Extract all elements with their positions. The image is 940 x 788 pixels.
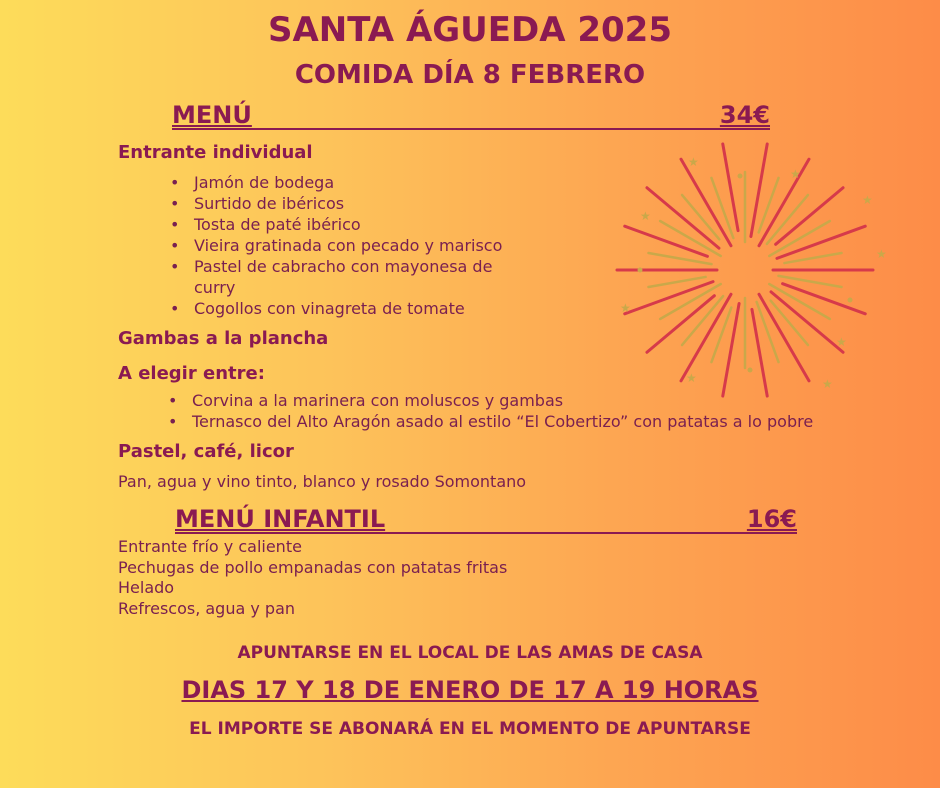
dessert-line: Pastel, café, licor [118, 441, 294, 462]
kids-menu-heading [175, 506, 797, 534]
svg-text:★: ★ [686, 371, 697, 385]
starter-heading: Entrante individual [118, 142, 313, 163]
menu-price: 34€ [719, 101, 770, 129]
svg-text:★: ★ [876, 247, 887, 261]
signup-dates: DIAS 17 Y 18 DE ENERO DE 17 A 19 HORAS [181, 676, 759, 704]
list-item: • Ternasco del Alto Aragón asado al estilo “El Cobertizo” con patatas a lo pobre [166, 411, 846, 432]
svg-text:★: ★ [862, 193, 873, 207]
svg-text:★: ★ [836, 335, 847, 349]
menu-label: MENÚ [172, 101, 252, 129]
svg-text:★: ★ [688, 155, 699, 169]
list-item: Pechugas de pollo empanadas con patatas fritas [118, 557, 508, 577]
list-item: • Cogollos con vinagreta de tomate [168, 298, 508, 319]
list-item: • Pastel de cabracho con mayonesa de curry [168, 256, 508, 298]
list-item: • Corvina a la marinera con moluscos y gambas [166, 390, 846, 411]
course-gambas: Gambas a la plancha [118, 328, 329, 349]
starter-list [168, 172, 508, 319]
kids-menu-price: 16€ [746, 505, 797, 533]
svg-text:★: ★ [790, 167, 801, 181]
list-item: • Tosta de paté ibérico [168, 214, 508, 235]
includes-line: Pan, agua y vino tinto, blanco y rosado Somontano [118, 472, 527, 491]
svg-text:★: ★ [822, 377, 833, 391]
page-subtitle: COMIDA DÍA 8 FEBRERO [294, 60, 646, 90]
list-item: Helado [118, 578, 175, 597]
menu-heading [172, 102, 770, 130]
svg-text:★: ★ [640, 209, 651, 223]
svg-text:★: ★ [620, 301, 631, 315]
list-item: Entrante frío y caliente [118, 537, 302, 556]
firework-icon [600, 140, 890, 400]
list-item: • Jamón de bodega [168, 172, 508, 193]
kids-menu-list [118, 537, 507, 619]
signup-location: APUNTARSE EN EL LOCAL DE LAS AMAS DE CASA [237, 643, 703, 663]
list-item: Refrescos, agua y pan [118, 598, 296, 618]
page-title: SANTA ÁGUEDA 2025 [267, 10, 672, 50]
payment-note: EL IMPORTE SE ABONARÁ EN EL MOMENTO DE APUNTARSE [189, 719, 751, 739]
kids-menu-label: MENÚ INFANTIL [175, 505, 386, 533]
list-item: • Vieira gratinada con pecado y marisco [168, 235, 508, 256]
list-item: • Surtido de ibéricos [168, 193, 508, 214]
choose-heading: A elegir entre: [118, 363, 265, 384]
